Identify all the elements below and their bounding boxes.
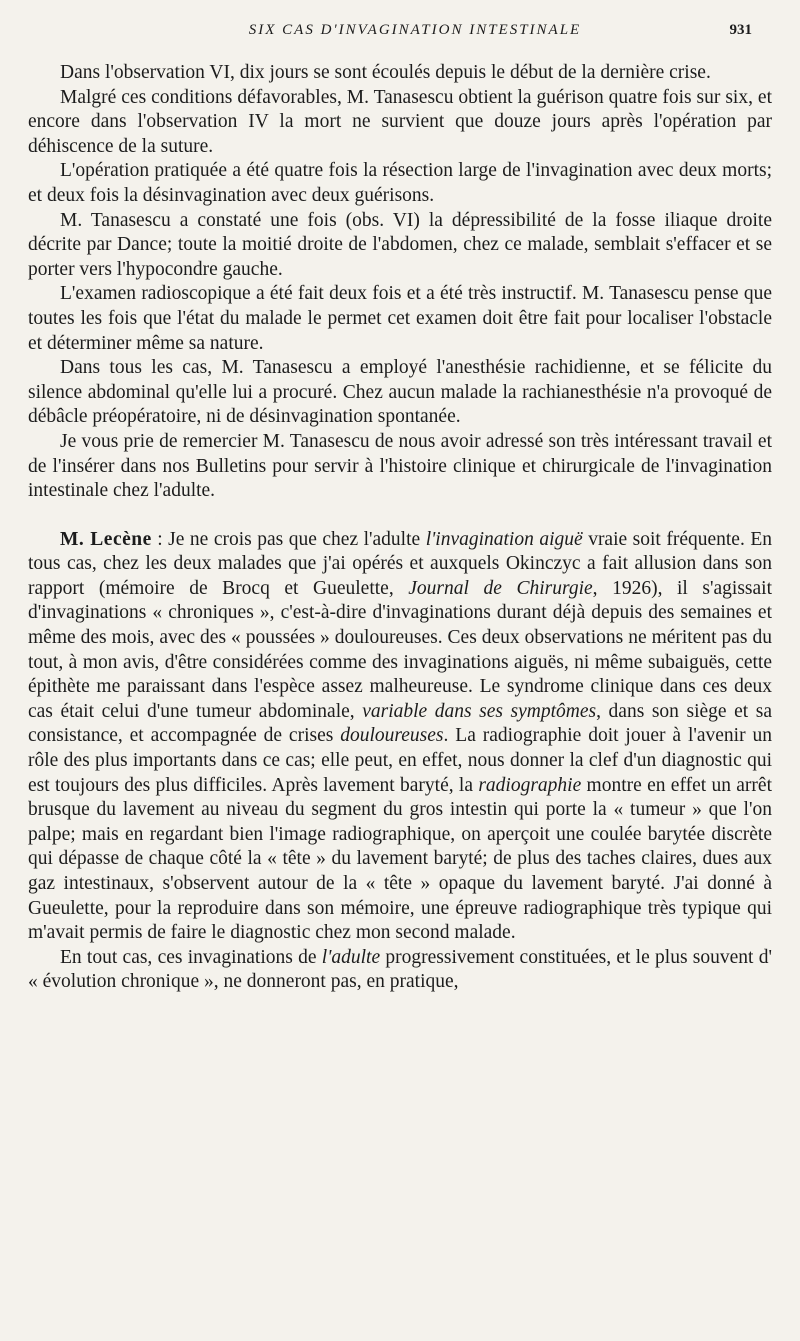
text-run: , 1926), il s'agissait d'invaginations « chroniques », c'est-à-dire d'invaginations durant déjà depuis des semaines et même des mois, avec des « poussées » douloureuses. Ces deux observations ne méritent pas du tout, à mon avis, d'être considérées comme des invaginations aiguës, ni même subaiguës, cette épithète me paraissant dans l'espèce assez malheureuse. Le syndrome clinique dans ces deux cas était celui d'une tumeur abdominale, bbox=[28, 577, 772, 722]
paragraph: Dans tous les cas, M. Tanasescu a employé l'anesthésie rachidienne, et se félicite du silence abdominal qu'elle lui a procuré. Chez aucun malade la rachianesthésie n'a provoqué de débâcle préopératoire, ni de désinvagination spontanée. bbox=[28, 357, 772, 428]
lecene-intervention bbox=[28, 528, 772, 946]
article-body bbox=[28, 61, 772, 995]
paragraph: Je vous prie de remercier M. Tanasescu de nous avoir adressé son très intéressant travail et de l'insérer dans nos Bulletins pour servir à l'histoire clinique et chirurgicale de l'invagination intestinale chez l'adulte. bbox=[28, 430, 772, 502]
paragraph: L'examen radioscopique a été fait deux fois et a été très instructif. M. Tanasescu pense que toutes les fois que l'état du malade le permet cet examen doit être fait pour localiser l'obstacle et déterminer même sa nature. bbox=[28, 283, 772, 354]
page-number: 931 bbox=[729, 22, 752, 38]
speaker-name: M. Lecène bbox=[60, 528, 152, 550]
text-run: vraie soit fréquente. En tous cas, chez les deux malades que j'ai opérés et auxquels Okinczyc a fait allusion dans son rapport (mémoire de Brocq et Gueulette, bbox=[28, 528, 772, 599]
italic-run: douloureuses bbox=[340, 725, 444, 747]
italic-run: variable dans ses symptômes bbox=[362, 700, 597, 722]
italic-run: l'invagination aiguë bbox=[425, 528, 583, 550]
text-run: progressivement constituées, et le plus souvent d' « évolution chronique », ne donneront pas, en pratique, bbox=[28, 946, 772, 993]
paragraph: L'opération pratiquée a été quatre fois la résection large de l'invagination avec deux morts; et deux fois la désinvagination avec deux guérisons. bbox=[28, 160, 772, 206]
text-run: En tout cas, ces invaginations de bbox=[60, 946, 322, 968]
running-title: SIX CAS D'INVAGINATION INTESTINALE bbox=[248, 22, 582, 38]
page-header bbox=[28, 22, 772, 46]
paragraph: M. Tanasescu a constaté une fois (obs. VI) la dépressibilité de la fosse iliaque droite décrite par Dance; toute la moitié droite de l'abdomen, chez ce malade, semblait s'effacer et se porter vers l'hypocondre gauche. bbox=[28, 209, 772, 280]
text-run: montre en effet un arrêt brusque du lavement au niveau du segment du gros intestin qui porte la « tumeur » que l'on palpe; mais en regardant bien l'image radiographique, on aperçoit une coulée barytée discrète qui dépasse de chaque côté la « tête » du lavement baryté; de plus des taches claires, dues aux gaz intestinaux, s'observent autour de la « tête » opaque du lavement baryté. J'ai donné à Gueulette, pour la reproduire dans son mémoire, une épreuve radiographique très typique qui m'avait permis de faire le diagnostic chez mon second malade. bbox=[28, 774, 772, 944]
italic-run: radiographie bbox=[478, 774, 582, 796]
paragraph: Malgré ces conditions défavorables, M. Tanasescu obtient la guérison quatre fois sur six, et encore dans l'observation IV la mort ne survient que douze jours après l'opération par déhiscence de la suture. bbox=[28, 86, 772, 157]
journal-title: Journal de Chirurgie bbox=[408, 577, 593, 599]
text-run: : Je ne crois pas que chez l'adulte bbox=[151, 528, 426, 550]
text-run: , dans son siège et sa consistance, et accompagnée de crises bbox=[28, 700, 772, 747]
text-run: . La radiographie doit jouer à l'avenir un rôle des plus importants dans ce cas; elle peut, en effet, nous donner la clef d'un diagnostic qui est toujours des plus difficiles. Après lavement baryté, la bbox=[28, 725, 772, 796]
section-gap bbox=[28, 504, 772, 528]
italic-run: l'adulte bbox=[321, 946, 381, 968]
paragraph bbox=[28, 946, 772, 995]
paragraph: Dans l'observation VI, dix jours se sont écoulés depuis le début de la dernière crise. bbox=[60, 62, 711, 83]
